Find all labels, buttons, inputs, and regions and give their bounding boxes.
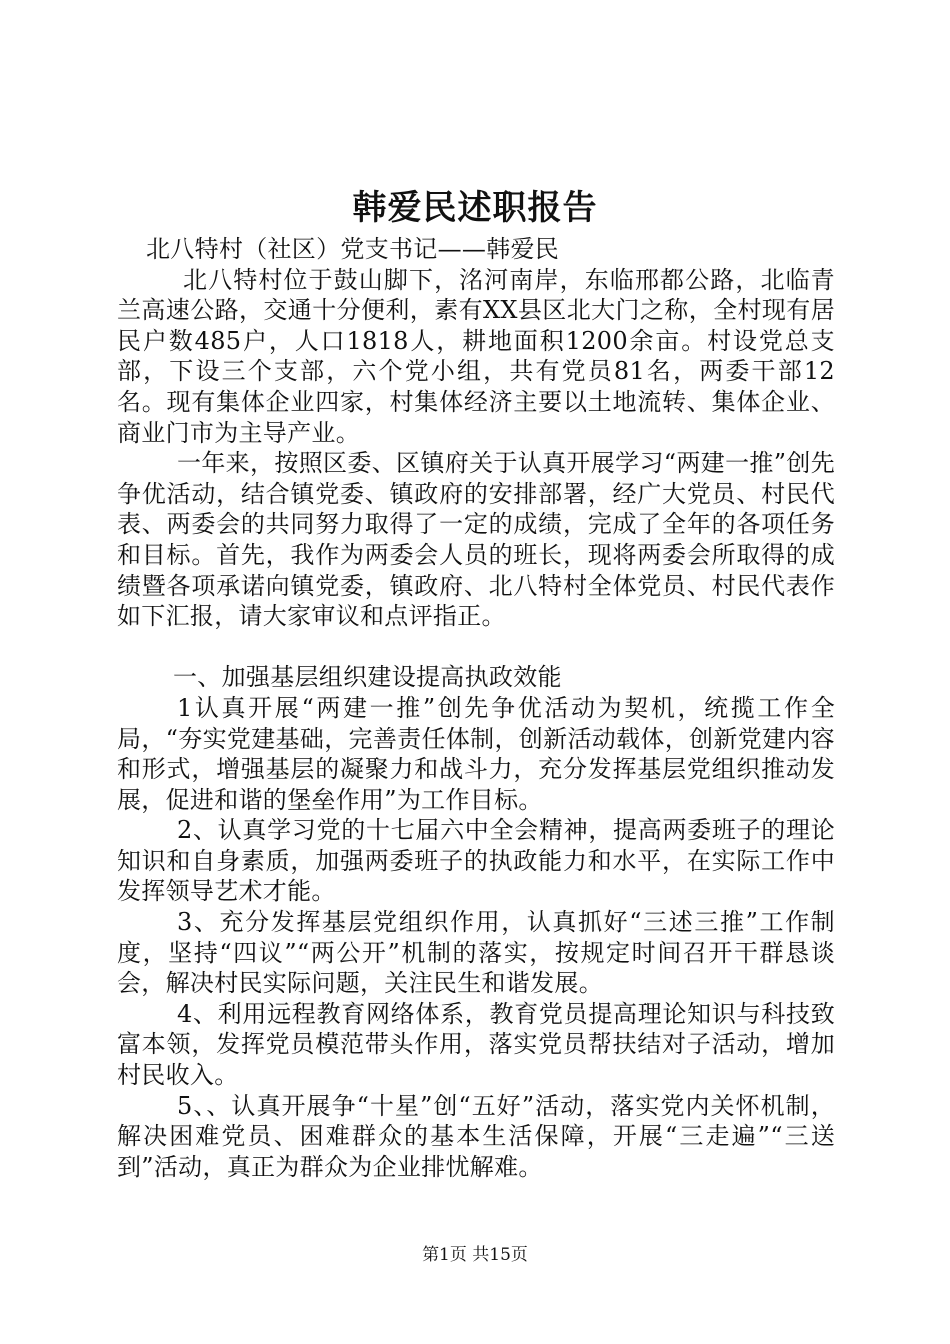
section-heading: 一、加强基层组织建设提高执政效能 (173, 663, 562, 692)
byline: 北八特村（社区）党支书记——韩爱民 (146, 235, 560, 263)
list-item: 5、、认真开展争“十星”创“五好”活动，落实党内关怀机制，解决困难党员、困难群众的基本生活保障，开展“三走遍”“三送到”活动，真正为群众为企业排忧解难。 (117, 1091, 835, 1181)
list-item: 3、充分发挥基层党组织作用，认真抓好“三述三推”工作制度，坚持“四议”“两公开”机制的落实，按规定时间召开干群恳谈会，解决村民实际问题，关注民生和谐发展。 (117, 908, 835, 998)
paragraph-summary: 一年来，按照区委、区镇府关于认真开展学习“两建一推”创先争优活动，结合镇党委、镇政府的安排部署，经广大党员、村民代表、两委会的共同努力取得了一定的成绩，完成了全年的各项任务和目标。首先，我作为两委会人员的班长，现将两委会所取得的成绩暨各项承诺向镇党委，镇政府、北八特村全体党员、村民代表作如下汇报，请大家审议和点评指正。 (117, 449, 835, 631)
page-number: 第1页 共15页 (422, 1245, 528, 1265)
list-item: 2、认真学习党的十七届六中全会精神，提高两委班子的理论知识和自身素质，加强两委班子的执政能力和水平，在实际工作中发挥领导艺术才能。 (117, 816, 835, 906)
paragraph-spacer (117, 632, 835, 663)
document-body (117, 234, 835, 1182)
list-item: 4、利用远程教育网络体系，教育党员提高理论知识与科技致富本领，发挥党员模范带头作用，落实党员帮扶结对子活动，增加村民收入。 (117, 999, 835, 1090)
list-item: 1认真开展“两建一推”创先争优活动为契机，统揽工作全局，“夯实党建基础，完善责任体制，创新活动载体，创新党建内容和形式，增强基层的凝聚力和战斗力，充分发挥基层党组织推动发展，促进和谐的堡垒作用”为工作目标。 (117, 693, 835, 814)
paragraph-intro: 北八特村位于鼓山脚下，洺河南岸，东临邢都公路，北临青兰高速公路，交通十分便利，素有XX县区北大门之称，全村现有居民户数485户，人口1818人，耕地面积1200余亩。村设党总支部，下设三个支部，六个党小组，共有党员81名，两委干部12名。现有集体企业四家，村集体经济主要以土地流转、集体企业、商业门市为主导产业。 (117, 265, 835, 447)
document-title: 韩爱民述职报告 (352, 188, 598, 228)
